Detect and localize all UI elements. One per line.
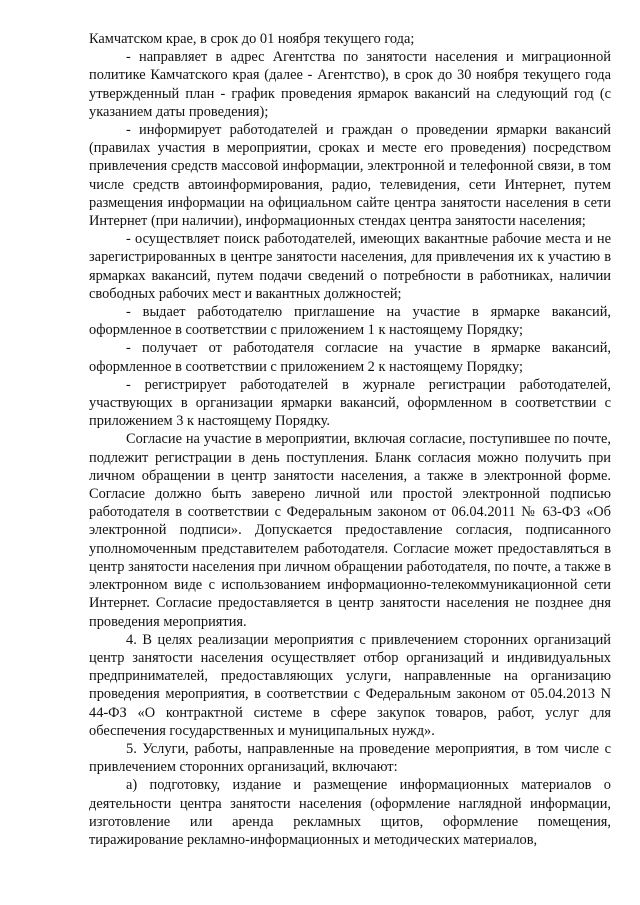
paragraph-consent-details: Согласие на участие в мероприятии, включая согласие, поступившее по почте, подлежит регистрации в день поступления. Бланк согласия можно получить при личном обращении в центр занятости населения, а также в электронной форме. Согласие должно быть заверено личной или простой электронной подписью работодателя в соответствии с Федеральным законом от 06.04.2011 № 63-ФЗ «Об электронной подписи». Допускается предоставление согласия, подписанного уполномоченным представителем работодателя. Согласие может предоставляться в центр занятости населения при личном обращении работодателя, по почте, а также в электронном виде с использованием информационно-телекоммуникационной сети Интернет. Согласие предоставляется в центр занятости населения не позднее дня проведения мероприятия.	[89, 431, 611, 630]
paragraph-send-plan: - направляет в адрес Агентства по занятости населения и миграционной политике Камчатского края (далее - Агентство), в срок до 30 ноября текущего года утвержденный план - график проведения ярмарок вакансий на следующий год (с указанием даты проведения);	[89, 49, 611, 120]
paragraph-item-a: а) подготовку, издание и размещение информационных материалов о деятельности центра занятости населения (оформление наглядной информации, изготовление или аренда рекламных щитов, оформление помещения, тиражирование рекламно-информационных и методических материалов,	[89, 777, 611, 848]
paragraph-consent: - получает от работодателя согласие на участие в ярмарке вакансий, оформленное в соответствии с приложением 2 к настоящему Порядку;	[89, 340, 611, 375]
paragraph-inform: - информирует работодателей и граждан о проведении ярмарки вакансий (правилах участия в мероприятии, сроках и месте его проведения) посредством привлечения средств массовой информации, электронной и телефонной связи, в том числе средств автоинформирования, радио, телевидения, сети Интернет, путем размещения информации на официальном сайте центра занятости населения в сети Интернет (при наличии), информационных стендах центра занятости населения;	[89, 122, 611, 230]
paragraph-section-4: 4. В целях реализации мероприятия с привлечением сторонних организаций центр занятости населения осуществляет отбор организаций и индивидуальных предпринимателей, предоставляющих услуги, направленные на организацию проведения мероприятия, в соответствии с Федеральным законом от 05.04.2013 N 44-ФЗ «О контрактной системе в сфере закупок товаров, работ, услуг для обеспечения государственных и муниципальных нужд».	[89, 631, 611, 739]
paragraph-continuation: Камчатском крае, в срок до 01 ноября текущего года;	[89, 31, 415, 47]
paragraph-section-5: 5. Услуги, работы, направленные на проведение мероприятия, в том числе с привлечением сторонних организаций, включают:	[89, 740, 611, 776]
paragraph-invitation: - выдает работодателю приглашение на участие в ярмарке вакансий, оформленное в соответствии с приложением 1 к настоящему Порядку;	[89, 304, 611, 339]
paragraph-register: - регистрирует работодателей в журнале регистрации работодателей, участвующих в организации ярмарки вакансий, оформленном в соответствии с приложением 3 к настоящему Порядку.	[89, 376, 611, 430]
paragraph-search-employers: - осуществляет поиск работодателей, имеющих вакантные рабочие места и не зарегистрированных в центре занятости населения, для привлечения их к участию в ярмарках вакансий, путем подачи сведений о потребности в работниках, наличии свободных рабочих мест и вакантных должностей;	[89, 231, 611, 302]
document-page	[89, 30, 611, 849]
